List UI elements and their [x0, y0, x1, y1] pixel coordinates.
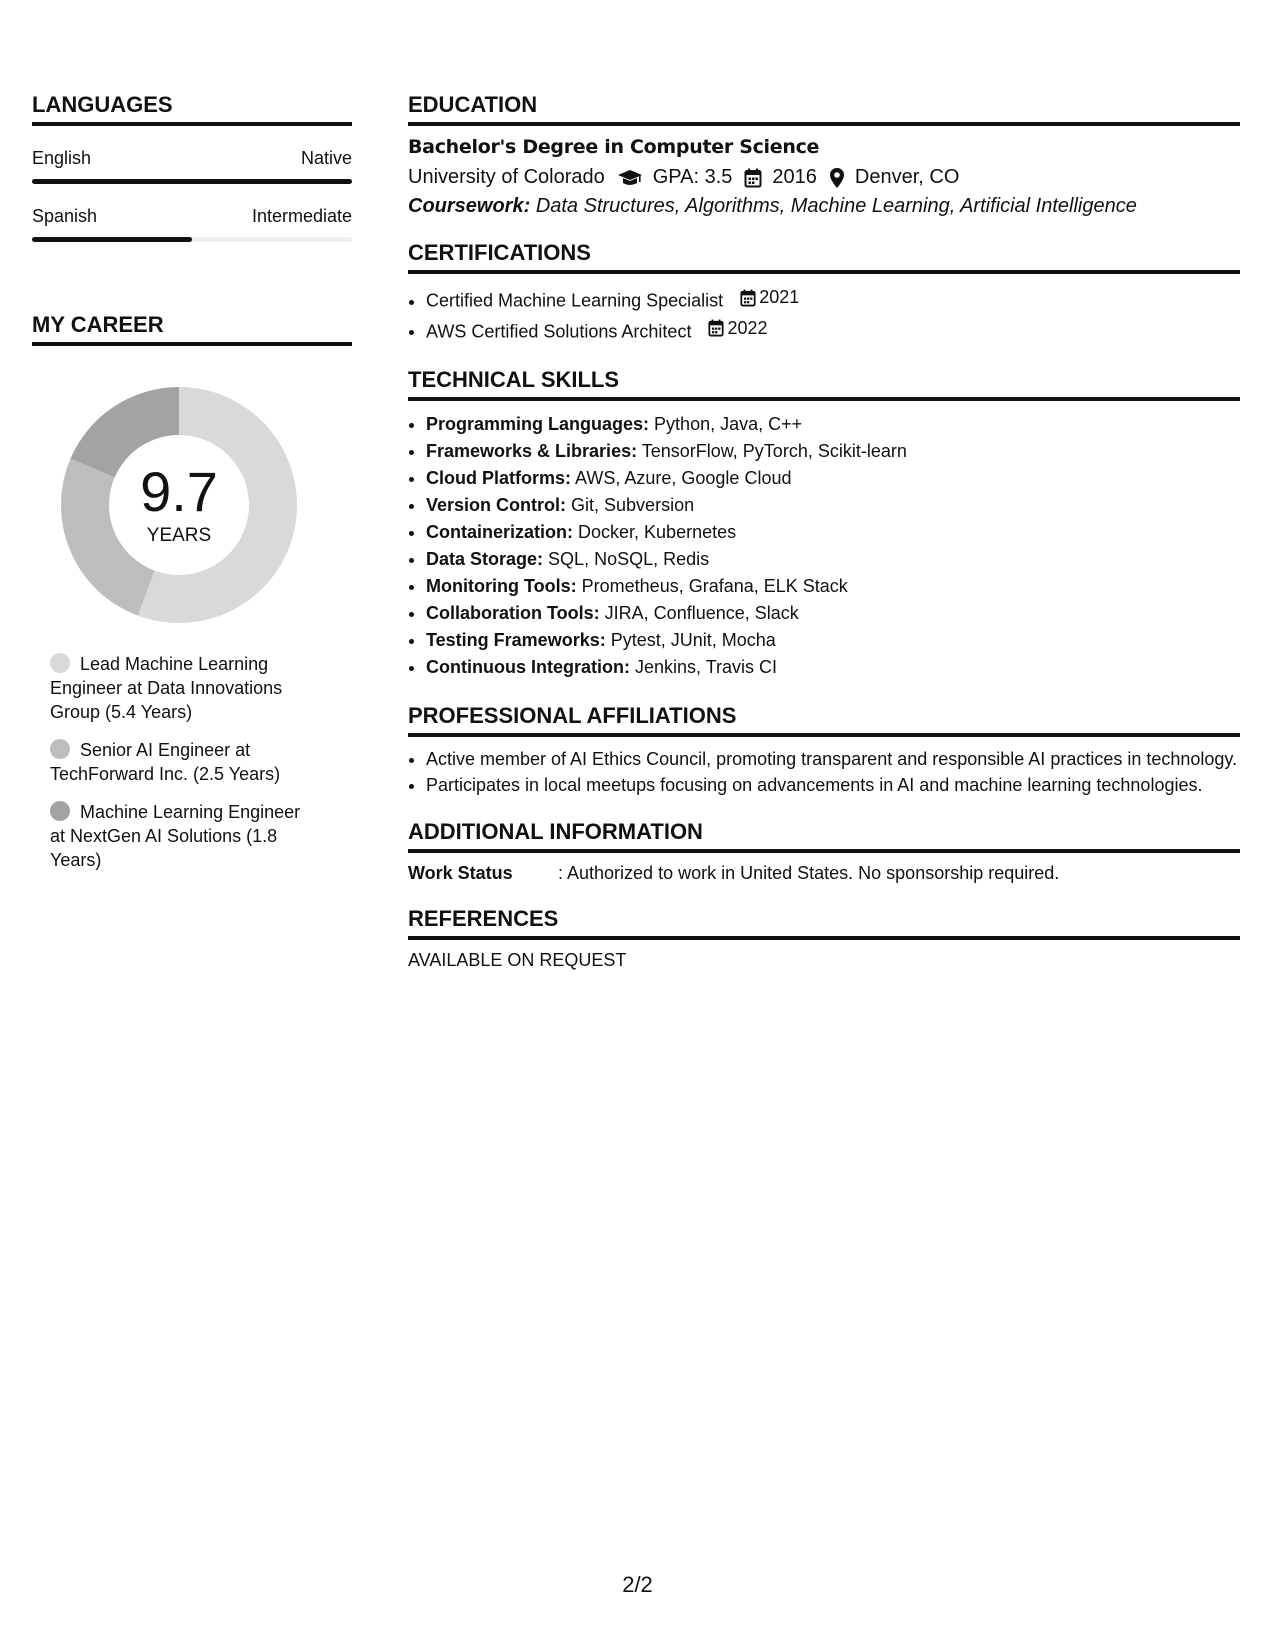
education-meta: [408, 166, 1240, 189]
skill-value: Jenkins, Travis CI: [634, 657, 778, 677]
career-donut-chart: [54, 380, 304, 630]
list-item: [426, 492, 1240, 519]
legend-label: Lead Machine Learning Engineer at Data Innovations Group (5.4 Years): [50, 654, 283, 722]
list-item: [426, 411, 1240, 438]
skill-value: Python, Java, C++: [654, 414, 803, 434]
legend-dot: [50, 653, 70, 673]
certification-year: 2021: [759, 287, 800, 307]
skill-label: Programming Languages:: [426, 414, 650, 434]
skill-value: JIRA, Confluence, Slack: [604, 603, 799, 623]
skill-value: SQL, NoSQL, Redis: [548, 549, 710, 569]
calendar-icon: [740, 289, 756, 307]
coursework-list: Data Structures, Algorithms, Machine Learning, Artificial Intelligence: [535, 195, 1137, 217]
skill-label: Testing Frameworks:: [426, 630, 606, 650]
education-degree: Bachelor's Degree in Computer Science: [408, 136, 820, 158]
certifications-heading: CERTIFICATIONS: [408, 240, 1240, 274]
skills-heading: TECHNICAL SKILLS: [408, 367, 1240, 401]
list-item: [426, 573, 1240, 600]
skill-value: AWS, Azure, Google Cloud: [575, 468, 792, 488]
skill-label: Cloud Platforms:: [426, 468, 572, 488]
list-item: [426, 438, 1240, 465]
list-item: • Active member of AI Ethics Council, promoting transparent and responsible AI practices in technology.: [426, 747, 1240, 771]
education-location: Denver, CO: [854, 166, 960, 188]
calendar-icon: [708, 319, 724, 337]
skill-label: Frameworks & Libraries:: [426, 441, 638, 461]
proficiency-bar: [32, 179, 352, 184]
list-item: [426, 627, 1240, 654]
list-item: [426, 315, 1240, 346]
coursework: [408, 195, 1240, 218]
list-item: [426, 546, 1240, 573]
skill-label: Data Storage:: [426, 549, 544, 569]
skill-value: Git, Subversion: [571, 495, 695, 515]
location-pin-icon: [829, 167, 845, 189]
work-status-label: Work Status: [408, 863, 513, 883]
legend-item: [50, 738, 320, 786]
skill-value: Docker, Kubernetes: [578, 522, 737, 542]
proficiency-fill: [32, 179, 352, 184]
list-item: [426, 654, 1240, 681]
certification-year: 2022: [727, 317, 768, 338]
skill-value: Pytest, JUnit, Mocha: [610, 630, 776, 650]
skills-section: [408, 367, 1240, 681]
education-year: 2016: [772, 166, 817, 188]
language-level: Intermediate: [251, 206, 352, 226]
education-gpa: GPA: 3.5: [652, 166, 733, 188]
affiliations-heading: PROFESSIONAL AFFILIATIONS: [408, 703, 1240, 737]
list-item: [426, 600, 1240, 627]
references-section: [408, 906, 1240, 971]
calendar-icon: [744, 168, 762, 188]
skill-label: Containerization:: [426, 522, 573, 542]
proficiency-fill: [32, 237, 192, 242]
career-legend: [50, 652, 320, 872]
languages-heading: LANGUAGES: [32, 92, 352, 126]
language-level: Native: [300, 148, 352, 168]
certifications-list: [408, 284, 1240, 345]
additional-heading: ADDITIONAL INFORMATION: [408, 819, 1240, 853]
graduation-cap-icon: [617, 168, 643, 188]
language-english: [32, 148, 352, 184]
references-text: AVAILABLE ON REQUEST: [408, 950, 627, 970]
proficiency-bar: [32, 237, 352, 242]
career-years-unit: YEARS: [146, 525, 212, 546]
skill-value: TensorFlow, PyTorch, Scikit-learn: [641, 441, 907, 461]
list-item: [426, 284, 1240, 315]
skill-label: Collaboration Tools:: [426, 603, 600, 623]
list-item: [426, 465, 1240, 492]
legend-item: [50, 800, 320, 872]
work-status-value: : Authorized to work in United States. No sponsorship required.: [558, 863, 1060, 883]
right-column: [408, 92, 1240, 971]
skill-value: Prometheus, Grafana, ELK Stack: [581, 576, 848, 596]
career-total-years: 9.7: [140, 460, 218, 523]
certification-name: AWS Certified Solutions Architect: [426, 321, 692, 341]
additional-section: [408, 819, 1240, 884]
education-heading: EDUCATION: [408, 92, 1240, 126]
certifications-section: [408, 240, 1240, 345]
skill-label: Version Control:: [426, 495, 567, 515]
list-item: • Participates in local meetups focusing on advancements in AI and machine learning technologies.: [426, 773, 1240, 797]
language-name: Spanish: [32, 206, 98, 226]
legend-dot: [50, 739, 70, 759]
legend-label: Machine Learning Engineer at NextGen AI Solutions (1.8 Years): [50, 802, 301, 870]
legend-item: [50, 652, 320, 724]
certification-name: Certified Machine Learning Specialist: [426, 290, 724, 311]
work-status-row: [408, 863, 1240, 884]
language-name: English: [32, 148, 92, 168]
skills-list: [408, 411, 1240, 681]
page-number: 2/2: [622, 1572, 653, 1597]
skill-label: Monitoring Tools:: [426, 576, 577, 596]
skill-label: Continuous Integration:: [426, 657, 630, 677]
career-heading: MY CAREER: [32, 312, 352, 346]
affiliations-list: [408, 747, 1240, 797]
list-item: [426, 519, 1240, 546]
legend-dot: [50, 801, 70, 821]
coursework-label: Coursework:: [408, 195, 531, 217]
legend-label: Senior AI Engineer at TechForward Inc. (2.5 Years): [50, 740, 281, 784]
language-spanish: [32, 206, 352, 242]
affiliations-section: [408, 703, 1240, 797]
references-heading: REFERENCES: [408, 906, 1240, 940]
education-school: University of Colorado: [408, 166, 605, 188]
left-column: [32, 92, 352, 886]
